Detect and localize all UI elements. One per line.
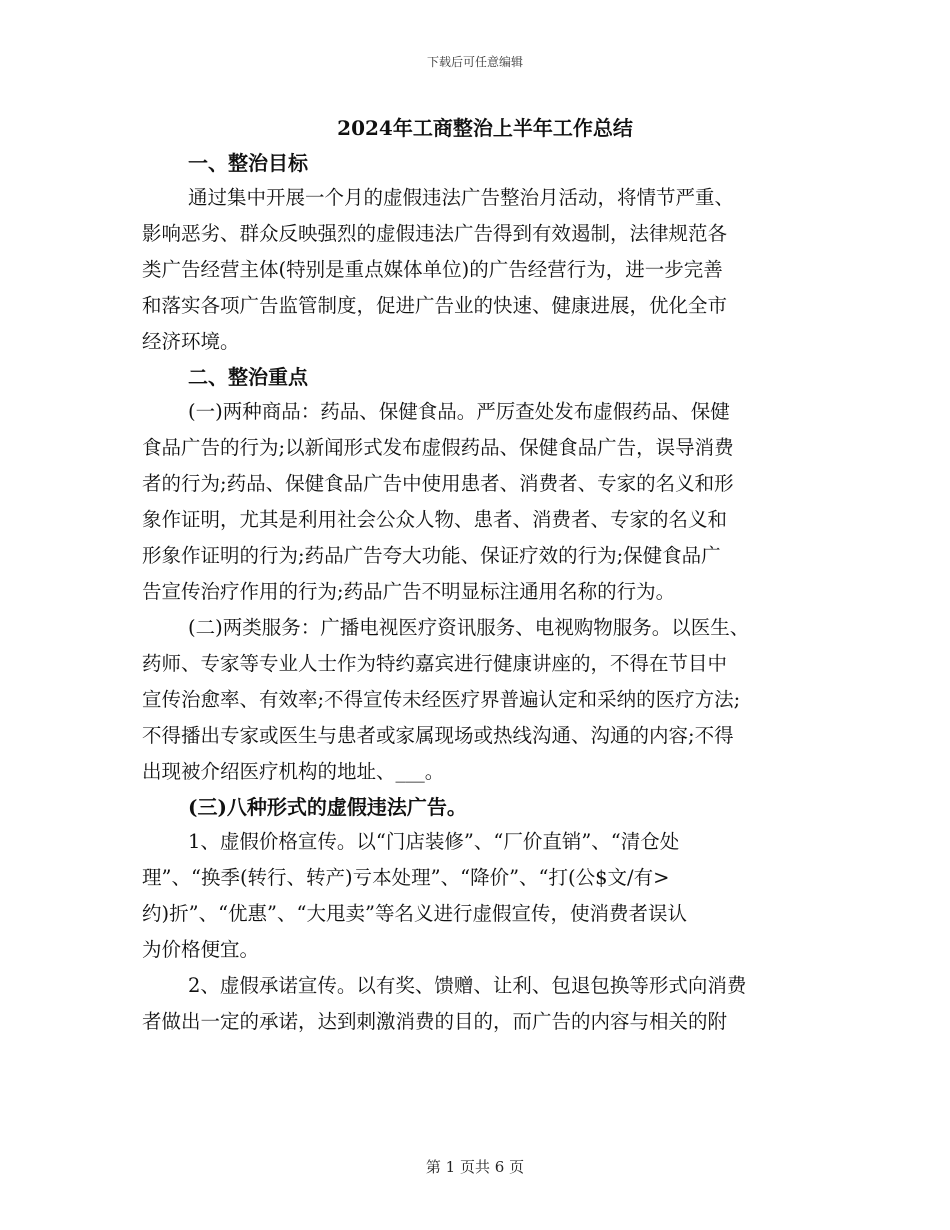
- section-heading-eight-forms: (三)八种形式的虚假违法广告。: [188, 795, 467, 819]
- text-line: 通过集中开展一个月的虚假违法广告整治月活动，将情节严重、: [188, 186, 735, 209]
- section-heading-focus: 二、整治重点: [188, 365, 308, 389]
- text-line: 形象作证明的行为;药品广告夸大功能、保证疗效的行为;保健食品广: [142, 544, 721, 567]
- document-body: [142, 110, 808, 1040]
- section-heading-goal: 一、整治目标: [188, 151, 308, 175]
- document-title: 2024年工商整治上半年工作总结: [337, 116, 633, 140]
- page-number: 第 1 页共 6 页: [425, 1158, 525, 1176]
- text-line: 2、虚假承诺宣传。以有奖、馈赠、让利、包退包换等形式向消费: [188, 974, 747, 997]
- text-line: 者的行为;药品、保健食品广告中使用患者、消费者、专家的名义和形: [142, 472, 734, 495]
- text-line: 药师、专家等专业人士作为特约嘉宾进行健康讲座的，不得在节目中: [142, 652, 728, 675]
- text-line: 者做出一定的承诺，达到刺激消费的目的，而广告的内容与相关的附: [142, 1010, 728, 1033]
- paragraph-two-products: [142, 394, 808, 610]
- text-line: 约)折”、“优惠”、“大甩卖”等名义进行虚假宣传，使消费者误认: [142, 902, 687, 925]
- paragraph-false-promise: [142, 968, 808, 1040]
- paragraph-false-price: [142, 824, 808, 968]
- text-line: 理”、“换季(转行、转产)亏本处理”、“降价”、“打(公$文/有>: [142, 866, 670, 889]
- text-line: 不得播出专家或医生与患者或家属现场或热线沟通、沟通的内容;不得: [142, 724, 734, 747]
- text-line: 食品广告的行为;以新闻形式发布虚假药品、保健食品广告，误导消费: [142, 436, 734, 459]
- text-line: (一)两种商品：药品、保健食品。严厉查处发布虚假药品、保健: [188, 400, 730, 423]
- paragraph-goal: [142, 180, 808, 360]
- page-header-note: 下载后可任意编辑: [426, 55, 523, 69]
- text-line: 告宣传治疗作用的行为;药品广告不明显标注通用名称的行为。: [142, 580, 676, 603]
- text-line: 类广告经营主体(特别是重点媒体单位)的广告经营行为，进一步完善: [142, 258, 723, 281]
- text-line: 影响恶劣、群众反映强烈的虚假违法广告得到有效遏制，法律规范各: [142, 222, 728, 245]
- paragraph-two-services: [142, 610, 808, 790]
- text-line: 1、虚假价格宣传。以“门店装修”、“厂价直销”、“清仓处: [188, 830, 680, 853]
- text-line: 出现被介绍医疗机构的地址、___。: [142, 760, 445, 783]
- text-line: 象作证明，尤其是利用社会公众人物、患者、消费者、专家的名义和: [142, 508, 728, 531]
- text-line: 和落实各项广告监管制度，促进广告业的快速、健康进展，优化全市: [142, 294, 728, 317]
- text-line: (二)两类服务：广播电视医疗资讯服务、电视购物服务。以医生、: [188, 616, 750, 639]
- text-line: 为价格便宜。: [142, 938, 260, 961]
- text-line: 经济环境。: [142, 330, 240, 353]
- text-line: 宣传治愈率、有效率;不得宣传未经医疗界普遍认定和采纳的医疗方法;: [142, 688, 741, 711]
